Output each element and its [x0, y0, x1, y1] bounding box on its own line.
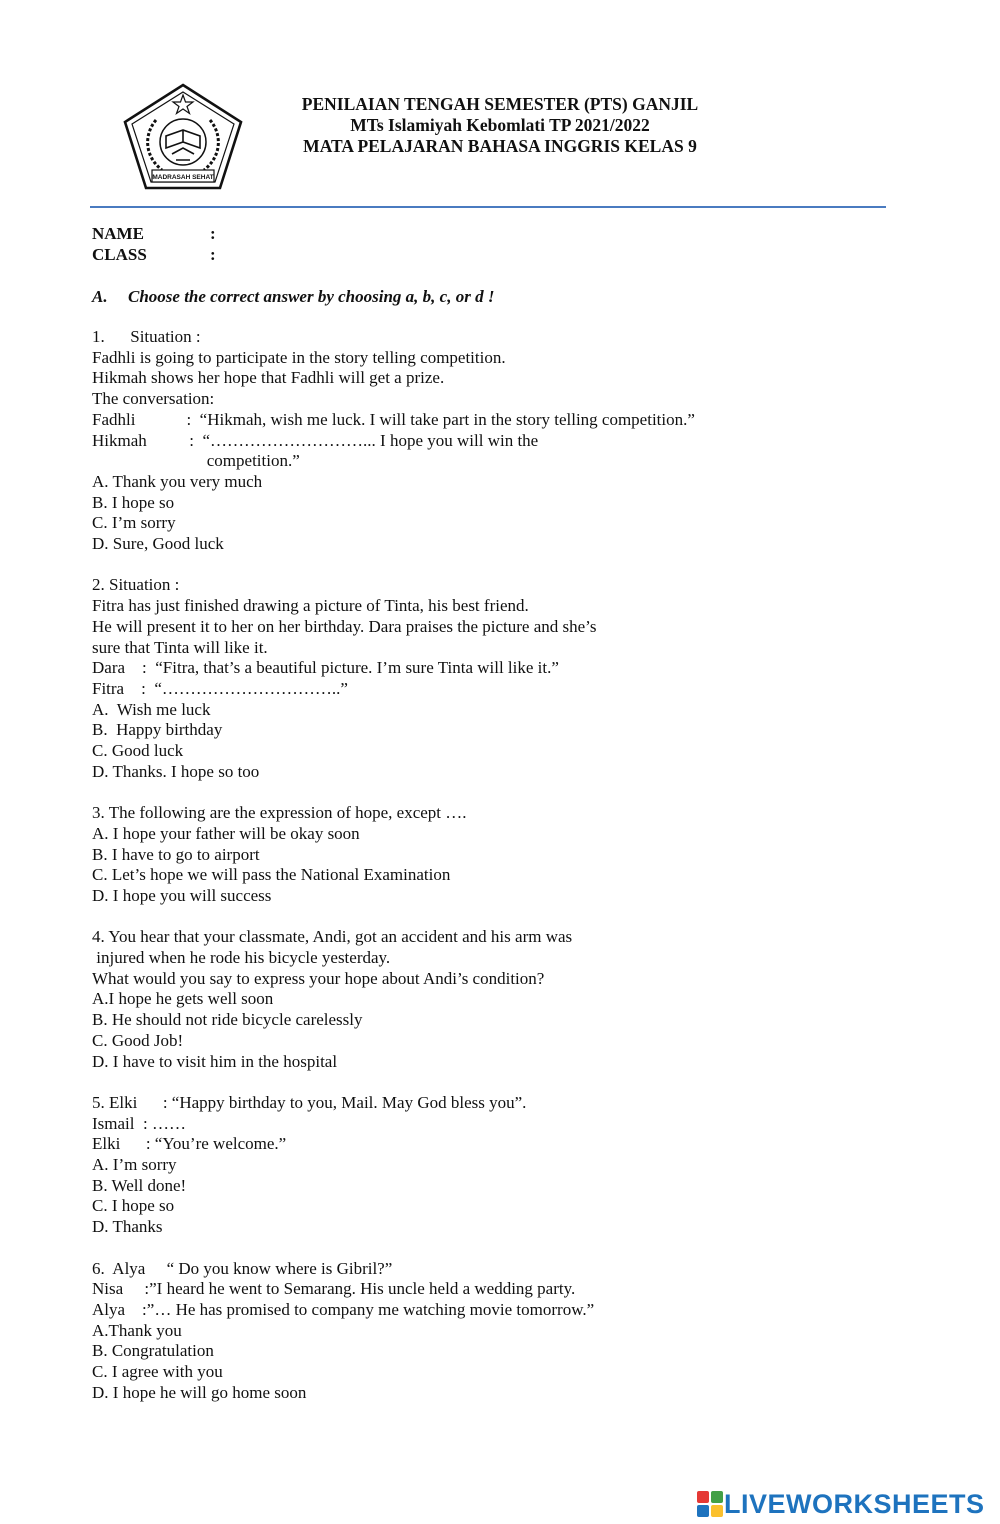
question-line: B. He should not ride bicycle carelessly — [92, 1010, 363, 1030]
question-line: A. Thank you very much — [92, 471, 263, 491]
question-line: Dara : “Fitra, that’s a beautiful picture. I’m sure Tinta will like it.” — [92, 658, 559, 678]
question-line: What would you say to express your hope about Andi’s condition? — [92, 968, 545, 988]
class-field — [92, 245, 216, 265]
question-line: Fadhli is going to participate in the story telling competition. — [92, 347, 506, 367]
question-line: C. I agree with you — [92, 1362, 223, 1381]
question-line: Hikmah shows her hope that Fadhli will get a prize. — [92, 368, 445, 388]
section-a-instruction — [92, 287, 494, 307]
question-line: C. I hope so — [92, 1196, 175, 1216]
name-label: NAME — [92, 224, 144, 243]
book-icon — [166, 130, 200, 148]
question-line: B. I have to go to airport — [92, 844, 260, 864]
question-line: competition.” — [92, 451, 300, 471]
question-line: C. I’m sorry — [92, 513, 176, 533]
question-line: 5. Elki : “Happy birthday to you, Mail. May God bless you”. — [92, 1092, 527, 1112]
question-line: Nisa :”I heard he went to Semarang. His uncle held a wedding party. — [92, 1279, 576, 1299]
question-line: injured when he rode his bicycle yesterday. — [92, 948, 391, 967]
header-line-1: PENILAIAN TENGAH SEMESTER (PTS) GANJIL — [301, 94, 699, 114]
logo-ribbon-text: MADRASAH SEHAT — [152, 174, 214, 181]
name-field — [92, 224, 216, 244]
question-line: C. Good Job! — [92, 1030, 184, 1050]
question-line: D. Thanks — [92, 1217, 163, 1237]
header-line-2: MTs Islamiyah Kebomlati TP 2021/2022 — [350, 115, 650, 135]
question-line: C. Let’s hope we will pass the National Examination — [92, 865, 451, 885]
question-line: Fitra has just finished drawing a picture of Tinta, his best friend. — [92, 596, 529, 616]
question-line: A.Thank you — [92, 1320, 182, 1340]
question-line: D. I have to visit him in the hospital — [92, 1051, 338, 1071]
question-line: Alya :”… He has promised to company me watching movie tomorrow.” — [92, 1299, 595, 1319]
question-line: B. Congratulation — [92, 1341, 214, 1361]
question-line: Fitra : “…………………………..” — [92, 678, 348, 698]
question-line: D. Thanks. I hope so too — [92, 761, 260, 781]
question-line: The conversation: — [92, 389, 215, 409]
question-line: B. I hope so — [92, 492, 175, 512]
question-line: B. Well done! — [92, 1175, 187, 1195]
school-logo — [122, 82, 244, 192]
question-line: 2. Situation : — [92, 575, 180, 595]
question-line: 1. Situation : — [92, 327, 201, 346]
question-line: Ismail : …… — [92, 1113, 186, 1133]
star-icon — [173, 95, 193, 114]
question-line: He will present it to her on her birthday. Dara praises the picture and she’s — [92, 616, 597, 636]
question-line: sure that Tinta will like it. — [92, 637, 268, 657]
question-line: A. I hope your father will be okay soon — [92, 823, 360, 843]
question-line: Elki : “You’re welcome.” — [92, 1134, 287, 1154]
question-line: 3. The following are the expression of hope, except …. — [92, 803, 467, 823]
exam-header — [250, 94, 750, 157]
question-line: 4. You hear that your classmate, Andi, got an accident and his arm was — [92, 927, 573, 947]
liveworksheets-watermark — [696, 1489, 985, 1519]
question-line: A. Wish me luck — [92, 699, 211, 719]
liveworksheets-logo-icon — [696, 1490, 724, 1518]
question-line: Fadhli : “Hikmah, wish me luck. I will take part in the story telling competition.” — [92, 409, 695, 429]
header-divider — [90, 206, 886, 208]
question-line: D. I hope you will success — [92, 885, 272, 905]
question-line: D. Sure, Good luck — [92, 534, 224, 553]
header-line-3: MATA PELAJARAN BAHASA INGGRIS KELAS 9 — [303, 136, 697, 156]
stand-icon — [172, 148, 194, 160]
question-line: Hikmah : “………………………... I hope you will win the — [92, 430, 539, 450]
question-line: A. I’m sorry — [92, 1155, 177, 1174]
section-letter: A. — [92, 287, 108, 306]
question-line: C. Good luck — [92, 741, 184, 760]
question-line: 6. Alya “ Do you know where is Gibril?” — [92, 1258, 393, 1278]
question-line: D. I hope he will go home soon — [92, 1382, 307, 1402]
watermark-text: LIVEWORKSHEETS — [724, 1488, 985, 1519]
class-colon: : — [210, 245, 216, 264]
question-line: B. Happy birthday — [92, 720, 223, 740]
class-label: CLASS — [92, 245, 147, 264]
section-instruction-text: Choose the correct answer by choosing a, b, c, or d ! — [128, 287, 495, 306]
question-line: A.I hope he gets well soon — [92, 989, 274, 1009]
name-colon: : — [210, 224, 216, 243]
